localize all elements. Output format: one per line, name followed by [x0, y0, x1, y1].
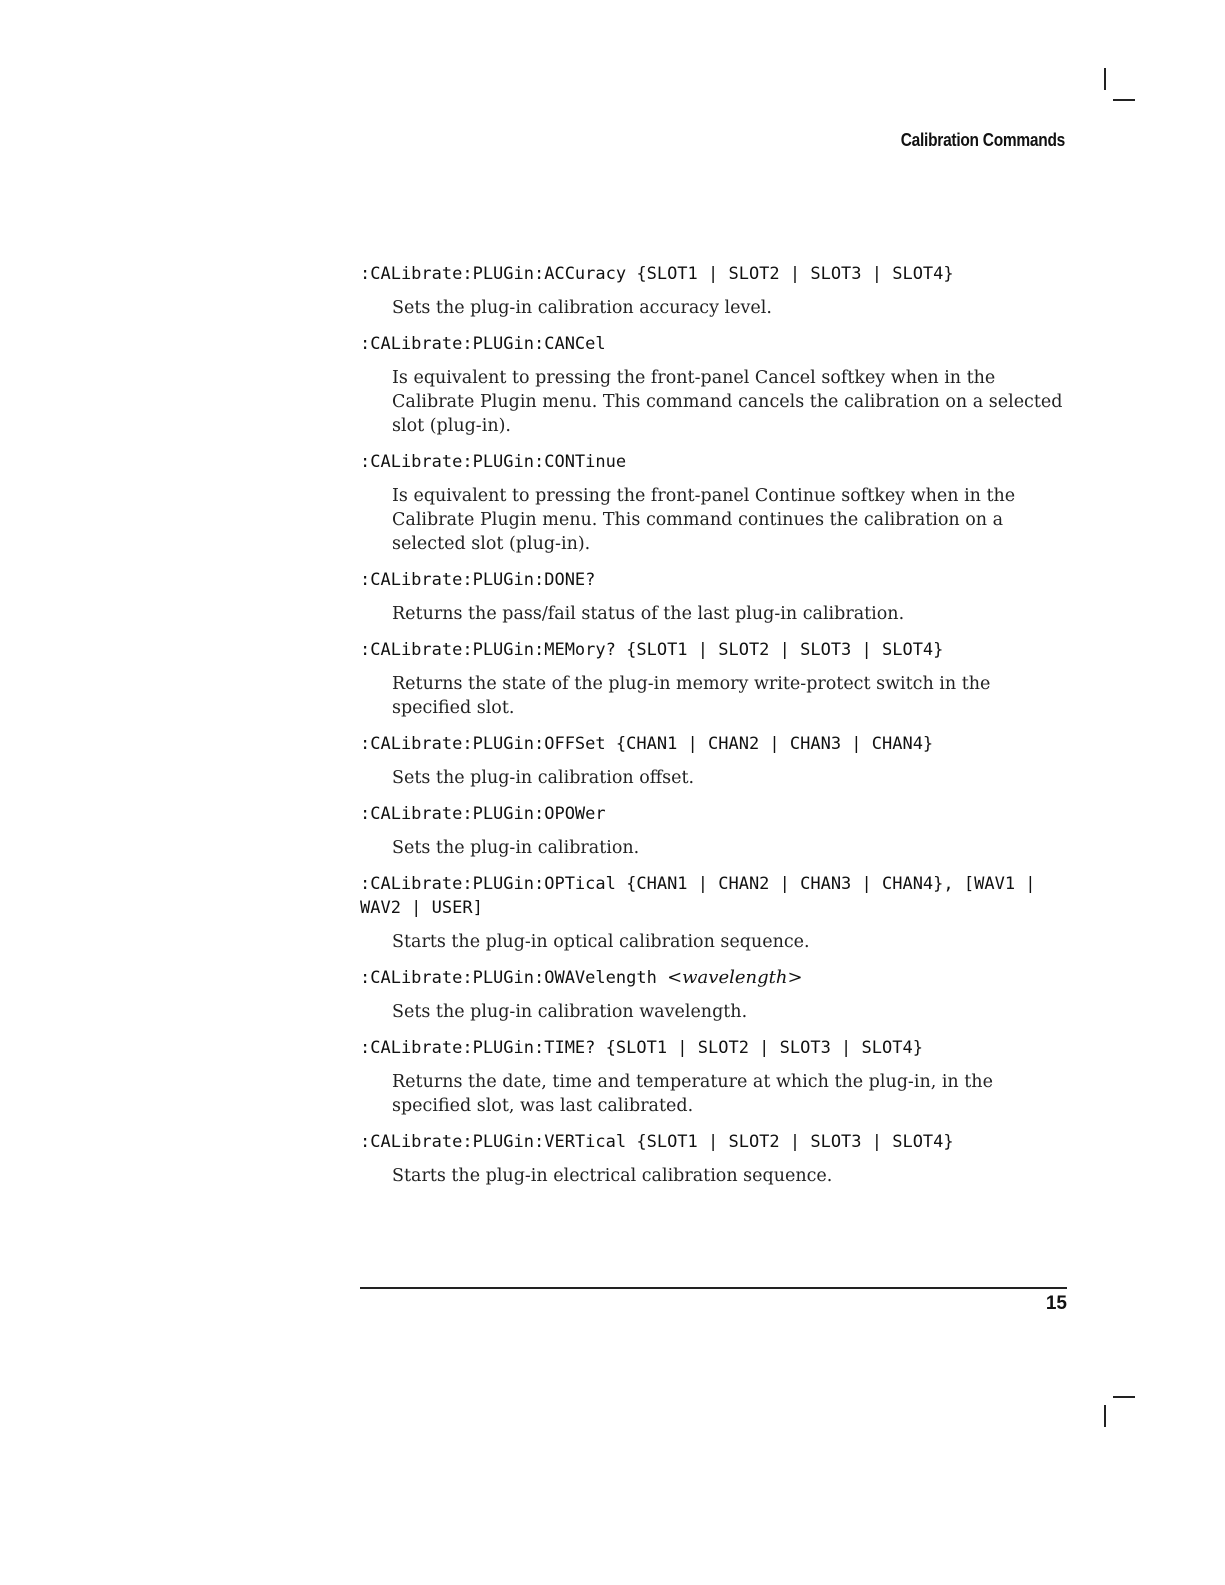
command-syntax [360, 638, 1068, 662]
command-description: Sets the plug-in calibration offset. [392, 768, 695, 788]
command-syntax [360, 262, 1068, 286]
command-list [360, 262, 1068, 1200]
command-args: {SLOT1 | SLOT2 | SLOT3 | SLOT4} [626, 640, 944, 660]
command-param: <wavelength> [667, 967, 803, 988]
command-keyword: :CALibrate:PLUGin:CANCel [360, 334, 606, 354]
running-head: Calibration Commands [900, 130, 1065, 150]
command-description: Returns the pass/fail status of the last plug-in calibration. [392, 604, 905, 624]
command-description: Returns the state of the plug-in memory write-protect switch in the specified slot. [392, 674, 991, 718]
page-number: 15 [1045, 1293, 1067, 1314]
command-keyword: :CALibrate:PLUGin:OPOWer [360, 804, 606, 824]
command-keyword: :CALibrate:PLUGin:OWAVelength [360, 968, 657, 988]
command-keyword: :CALibrate:PLUGin:TIME? [360, 1038, 596, 1058]
command-entry [360, 332, 1068, 438]
command-entry [360, 1130, 1068, 1188]
command-description: Sets the plug-in calibration wavelength. [392, 1002, 748, 1022]
command-keyword: :CALibrate:PLUGin:ACCuracy [360, 264, 627, 284]
command-syntax [360, 1130, 1068, 1154]
command-entry [360, 1036, 1068, 1118]
footer-rule [360, 1287, 1067, 1289]
crop-mark-top-horizontal [1113, 99, 1135, 101]
command-keyword: :CALibrate:PLUGin:VERTical [360, 1132, 627, 1152]
command-entry [360, 732, 1068, 790]
command-syntax [360, 568, 1068, 592]
command-entry [360, 568, 1068, 626]
command-entry [360, 872, 1068, 954]
command-syntax [360, 450, 1068, 474]
command-args: {SLOT1 | SLOT2 | SLOT3 | SLOT4} [605, 1038, 923, 1058]
command-syntax [360, 872, 1068, 920]
command-description: Is equivalent to pressing the front-panel Cancel softkey when in the Calibrate Plugin menu. This command cancels the calibration on a selected slot (plug-in). [392, 368, 1063, 436]
command-keyword: :CALibrate:PLUGin:MEMory? [360, 640, 616, 660]
command-syntax [360, 332, 1068, 356]
command-description: Sets the plug-in calibration accuracy level. [392, 298, 772, 318]
command-keyword: :CALibrate:PLUGin:CONTinue [360, 452, 627, 472]
command-args: {CHAN1 | CHAN2 | CHAN3 | CHAN4}, [WAV1 | WAV2 | USER] [360, 874, 1036, 918]
command-syntax [360, 966, 1068, 990]
command-description: Starts the plug-in electrical calibration sequence. [392, 1166, 833, 1186]
command-args: {SLOT1 | SLOT2 | SLOT3 | SLOT4} [636, 1132, 954, 1152]
command-description: Sets the plug-in calibration. [392, 838, 640, 858]
command-syntax [360, 1036, 1068, 1060]
command-syntax [360, 802, 1068, 826]
command-entry [360, 638, 1068, 720]
command-keyword: :CALibrate:PLUGin:DONE? [360, 570, 596, 590]
crop-mark-bottom-vertical [1104, 1405, 1106, 1427]
crop-mark-bottom-horizontal [1113, 1396, 1135, 1398]
command-keyword: :CALibrate:PLUGin:OFFSet [360, 734, 606, 754]
command-args: {CHAN1 | CHAN2 | CHAN3 | CHAN4} [615, 734, 934, 754]
command-entry [360, 966, 1068, 1024]
command-args: {SLOT1 | SLOT2 | SLOT3 | SLOT4} [636, 264, 954, 284]
command-entry [360, 802, 1068, 860]
crop-mark-top-vertical [1104, 68, 1106, 90]
command-description: Returns the date, time and temperature at which the plug-in, in the specified slot, was last calibrated. [392, 1072, 993, 1116]
command-description: Starts the plug-in optical calibration sequence. [392, 932, 810, 952]
command-keyword: :CALibrate:PLUGin:OPTical [360, 874, 616, 894]
command-description: Is equivalent to pressing the front-panel Continue softkey when in the Calibrate Plugin menu. This command continues the calibration on a selected slot (plug-in). [392, 486, 1016, 554]
command-entry [360, 262, 1068, 320]
command-entry [360, 450, 1068, 556]
command-syntax [360, 732, 1068, 756]
